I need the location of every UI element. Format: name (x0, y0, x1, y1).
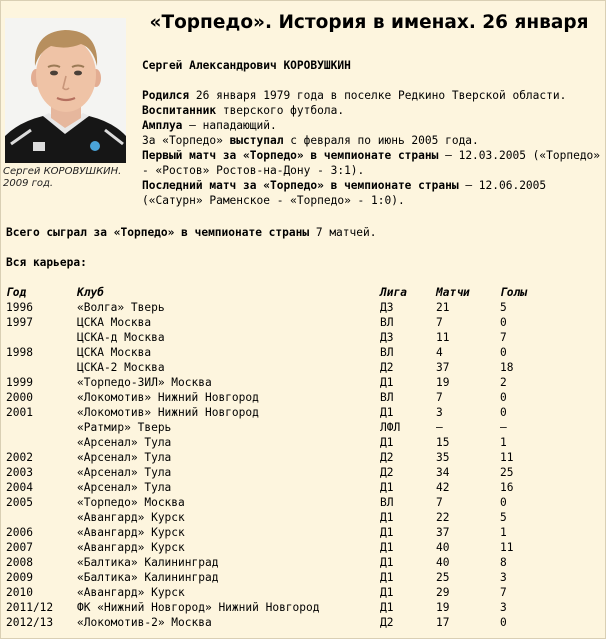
cell-club: «Авангард» Курск (77, 526, 185, 539)
player-full-name: Сергей Александрович КОРОВУШКИН (142, 59, 351, 72)
player-bio (142, 58, 602, 208)
cell-club: «Локомотив» Нижний Новгород (77, 391, 259, 404)
table-row (6, 540, 602, 555)
photo-caption-line1: Сергей КОРОВУШКИН. (3, 166, 122, 177)
cell-league: Д1 (380, 481, 394, 494)
cell-club: «Арсенал» Тула (77, 436, 172, 449)
photo-caption-line2: 2009 год. (3, 178, 54, 189)
cell-goals: 0 (500, 406, 507, 419)
cell-league: Д2 (380, 451, 394, 464)
cell-goals: 8 (500, 556, 507, 569)
cell-matches: 34 (436, 466, 450, 479)
bio-last-label: Последний матч за «Торпедо» в чемпионате страны (142, 179, 459, 192)
cell-matches: 19 (436, 376, 450, 389)
cell-club: «Арсенал» Тула (77, 451, 172, 464)
bio-played-prefix: За «Торпедо» (142, 134, 230, 147)
cell-league: Д2 (380, 616, 394, 629)
cell-year: 2003 (6, 466, 33, 479)
total-matches (6, 225, 602, 240)
table-row (6, 600, 602, 615)
bio-first-text: – 12.03.2005 («Торпедо» - «Ростов» Ростов-на-Дону - 3:1). (142, 149, 601, 177)
cell-club: «Авангард» Курск (77, 541, 185, 554)
player-photo (5, 18, 126, 163)
cell-year: 1996 (6, 301, 33, 314)
bio-youth (142, 103, 602, 118)
table-row (6, 495, 602, 510)
table-row (6, 375, 602, 390)
cell-club: «Торпедо» Москва (77, 496, 185, 509)
cell-goals: 1 (500, 436, 507, 449)
cell-year: 1999 (6, 376, 33, 389)
cell-club: «Волга» Тверь (77, 301, 165, 314)
cell-year: 2010 (6, 586, 33, 599)
cell-league: Д1 (380, 601, 394, 614)
cell-league: ЛФЛ (380, 421, 401, 434)
cell-year: 2007 (6, 541, 33, 554)
cell-goals: 0 (500, 346, 507, 359)
cell-club: «Локомотив» Нижний Новгород (77, 406, 259, 419)
cell-goals: 18 (500, 361, 514, 374)
cell-goals: 3 (500, 601, 507, 614)
cell-matches: 3 (436, 406, 443, 419)
cell-year: 2011/12 (6, 601, 54, 614)
table-row (6, 405, 602, 420)
table-row (6, 465, 602, 480)
cell-league: Д1 (380, 541, 394, 554)
cell-matches: 11 (436, 331, 450, 344)
bio-born (142, 88, 602, 103)
cell-goals: 0 (500, 316, 507, 329)
col-matches-header: Матчи (436, 286, 470, 299)
bio-last-match (142, 178, 602, 208)
cell-matches: 17 (436, 616, 450, 629)
cell-league: Д2 (380, 361, 394, 374)
career-table-header (6, 285, 602, 300)
cell-year: 2005 (6, 496, 33, 509)
cell-league: ВЛ (380, 496, 394, 509)
cell-matches: 21 (436, 301, 450, 314)
cell-league: ВЛ (380, 316, 394, 329)
col-league-header: Лига (380, 286, 407, 299)
cell-matches: 42 (436, 481, 450, 494)
cell-matches: 4 (436, 346, 443, 359)
cell-goals: 11 (500, 541, 514, 554)
cell-goals: 7 (500, 331, 507, 344)
career-table (6, 285, 602, 630)
col-club-header: Клуб (77, 286, 104, 299)
cell-goals: 5 (500, 511, 507, 524)
page-title: «Торпедо». История в именах. 26 января (149, 12, 589, 33)
cell-league: Д1 (380, 556, 394, 569)
cell-matches: 7 (436, 496, 443, 509)
table-row (6, 585, 602, 600)
cell-matches: 19 (436, 601, 450, 614)
bio-first-match (142, 148, 602, 178)
photo-caption (3, 166, 133, 190)
cell-league: Д1 (380, 436, 394, 449)
cell-league: Д1 (380, 526, 394, 539)
col-goals-header: Голы (500, 286, 527, 299)
cell-matches: 7 (436, 316, 443, 329)
cell-matches: 40 (436, 556, 450, 569)
cell-league: Д3 (380, 301, 394, 314)
cell-matches: 25 (436, 571, 450, 584)
cell-club: ЦСКА-д Москва (77, 331, 165, 344)
cell-club: ЦСКА Москва (77, 316, 152, 329)
table-row (6, 555, 602, 570)
cell-goals: 0 (500, 616, 507, 629)
bio-youth-text: тверского футбола. (216, 104, 345, 117)
cell-matches: 37 (436, 526, 450, 539)
cell-club: «Ратмир» Тверь (77, 421, 172, 434)
total-text: 7 матчей. (309, 226, 377, 239)
cell-club: «Арсенал» Тула (77, 481, 172, 494)
table-row (6, 615, 602, 630)
table-row (6, 510, 602, 525)
table-row (6, 480, 602, 495)
bio-born-label: Родился (142, 89, 190, 102)
cell-club: «Балтика» Калининград (77, 556, 219, 569)
cell-matches: 40 (436, 541, 450, 554)
bio-position-label: Амплуа (142, 119, 183, 132)
table-row (6, 345, 602, 360)
table-row (6, 330, 602, 345)
bio-born-text: 26 января 1979 года в поселке Редкино Тверской области. (189, 89, 567, 102)
table-row (6, 570, 602, 585)
bio-first-label: Первый матч за «Торпедо» в чемпионате страны (142, 149, 439, 162)
bio-played-text: с февраля по июнь 2005 года. (283, 134, 479, 147)
cell-goals: 7 (500, 586, 507, 599)
cell-club: ФК «Нижний Новгород» Нижний Новгород (77, 601, 320, 614)
total-label: Всего сыграл за «Торпедо» в чемпионате страны (6, 226, 310, 239)
cell-goals: 1 (500, 526, 507, 539)
cell-goals: 0 (500, 391, 507, 404)
table-row (6, 525, 602, 540)
cell-league: ВЛ (380, 391, 394, 404)
table-row (6, 435, 602, 450)
player-portrait-image (5, 18, 126, 163)
table-row (6, 420, 602, 435)
cell-matches: – (436, 421, 443, 434)
cell-club: «Локомотив-2» Москва (77, 616, 212, 629)
cell-goals: 3 (500, 571, 507, 584)
cell-goals: 0 (500, 496, 507, 509)
cell-league: Д1 (380, 586, 394, 599)
cell-matches: 29 (436, 586, 450, 599)
cell-matches: 7 (436, 391, 443, 404)
cell-league: Д3 (380, 331, 394, 344)
table-row (6, 300, 602, 315)
cell-matches: 37 (436, 361, 450, 374)
cell-club: ЦСКА Москва (77, 346, 152, 359)
cell-goals: 5 (500, 301, 507, 314)
cell-league: ВЛ (380, 346, 394, 359)
cell-year: 2002 (6, 451, 33, 464)
bio-played (142, 133, 602, 148)
table-row (6, 360, 602, 375)
career-table-body (6, 300, 602, 630)
bio-position-text: – нападающий. (182, 119, 277, 132)
bio-youth-label: Воспитанник (142, 104, 217, 117)
career-heading: Вся карьера: (6, 256, 87, 269)
bio-position (142, 118, 602, 133)
cell-year: 2006 (6, 526, 33, 539)
table-row (6, 390, 602, 405)
cell-year: 1997 (6, 316, 33, 329)
cell-goals: – (500, 421, 507, 434)
cell-club: «Авангард» Курск (77, 586, 185, 599)
col-year-header: Год (6, 286, 27, 299)
cell-league: Д1 (380, 571, 394, 584)
cell-matches: 15 (436, 436, 450, 449)
cell-year: 1998 (6, 346, 33, 359)
table-row (6, 315, 602, 330)
cell-club: «Арсенал» Тула (77, 466, 172, 479)
cell-league: Д1 (380, 406, 394, 419)
cell-goals: 16 (500, 481, 514, 494)
cell-year: 2001 (6, 406, 33, 419)
cell-year: 2000 (6, 391, 33, 404)
cell-club: «Торпедо-ЗИЛ» Москва (77, 376, 212, 389)
cell-club: ЦСКА-2 Москва (77, 361, 165, 374)
cell-year: 2008 (6, 556, 33, 569)
cell-matches: 35 (436, 451, 450, 464)
cell-league: Д2 (380, 466, 394, 479)
cell-matches: 22 (436, 511, 450, 524)
table-row (6, 450, 602, 465)
cell-goals: 2 (500, 376, 507, 389)
cell-goals: 25 (500, 466, 514, 479)
bio-played-label: выступал (229, 134, 284, 147)
cell-league: Д1 (380, 511, 394, 524)
cell-club: «Авангард» Курск (77, 511, 185, 524)
cell-year: 2012/13 (6, 616, 54, 629)
cell-goals: 11 (500, 451, 514, 464)
cell-league: Д1 (380, 376, 394, 389)
bio-last-text: – 12.06.2005 («Сатурн» Раменское - «Торпедо» - 1:0). (142, 179, 547, 207)
cell-club: «Балтика» Калининград (77, 571, 219, 584)
cell-year: 2004 (6, 481, 33, 494)
cell-year: 2009 (6, 571, 33, 584)
